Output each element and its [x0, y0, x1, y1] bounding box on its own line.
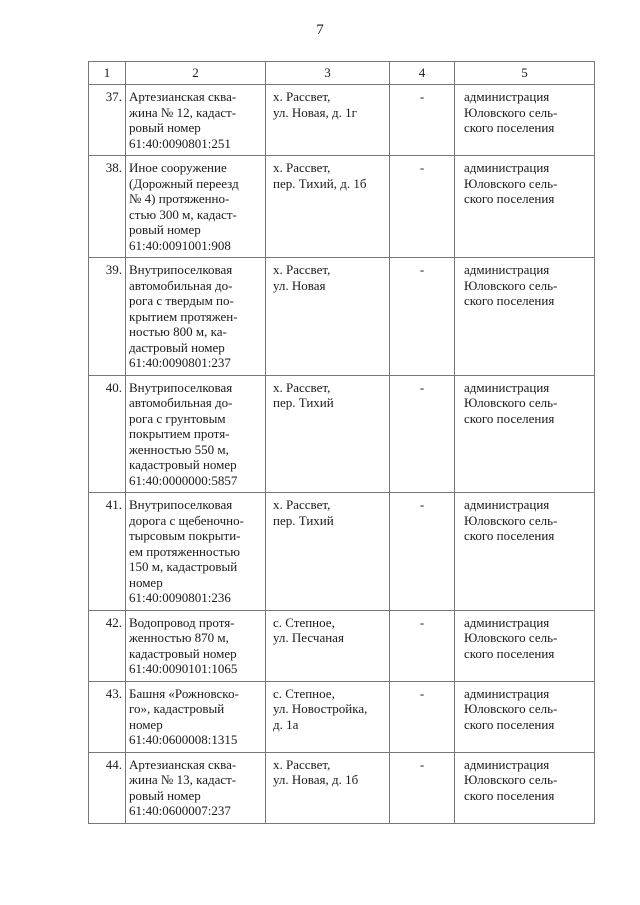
column-4-value: - — [390, 681, 455, 752]
column-header-2: 2 — [126, 62, 266, 85]
owner-line: администрация — [464, 497, 550, 512]
object-name-line: крытием протяжен- — [129, 308, 238, 324]
row-number: 37. — [89, 85, 126, 156]
owner-line: Юловского сель- — [464, 772, 558, 787]
table-row — [89, 752, 595, 823]
object-name-cell — [126, 258, 266, 376]
object-name-line: 61:40:0600008:1315 — [129, 732, 238, 747]
object-name-line: (Дорожный переезд — [129, 175, 239, 191]
owner-line: ского поселения — [464, 716, 555, 732]
owner-line: Юловского сель- — [464, 175, 558, 191]
object-name-cell — [126, 752, 266, 823]
column-4-value: - — [390, 752, 455, 823]
address-cell — [266, 375, 390, 493]
table-row — [89, 610, 595, 681]
object-name-line: жина № 13, кадаст- — [129, 772, 237, 787]
object-name-line: рога с твердым по- — [129, 293, 234, 308]
object-name-line: кадастровый номер — [129, 645, 237, 661]
object-name-line: № 4) протяженно- — [129, 191, 230, 206]
owner-line: ского поселения — [464, 787, 555, 803]
owner-line: администрация — [464, 262, 550, 277]
object-name-line: 150 м, кадастровый — [129, 559, 238, 574]
row-number: 43. — [89, 681, 126, 752]
address-cell — [266, 258, 390, 376]
address-line: пер. Тихий — [273, 512, 334, 528]
column-4-value: - — [390, 493, 455, 611]
object-name-line: Иное сооружение — [129, 160, 227, 175]
address-cell — [266, 85, 390, 156]
owner-line: Юловского сель- — [464, 395, 558, 410]
owner-line: Юловского сель- — [464, 630, 558, 645]
address-line: ул. Новая, д. 1г — [273, 104, 357, 120]
object-name-line: ностью 800 м, ка- — [129, 324, 227, 339]
address-cell — [266, 610, 390, 681]
address-line: с. Степное, — [273, 685, 335, 701]
property-table — [88, 61, 595, 824]
object-name-line: Артезианская сква- — [129, 89, 237, 104]
owner-line: Юловского сель- — [464, 512, 558, 528]
row-number: 41. — [89, 493, 126, 611]
address-cell — [266, 681, 390, 752]
object-name-line: рога с грунтовым — [129, 410, 226, 426]
address-line: д. 1а — [273, 716, 299, 732]
object-name-line: тырсовым покрыти- — [129, 528, 241, 543]
table-row — [89, 681, 595, 752]
address-line: х. Рассвет, — [273, 160, 331, 175]
row-number: 40. — [89, 375, 126, 493]
address-line: х. Рассвет, — [273, 497, 331, 512]
object-name-line: 61:40:0000000:5857 — [129, 472, 238, 488]
owner-line: Юловского сель- — [464, 277, 558, 293]
object-name-line: го», кадастровый — [129, 701, 225, 716]
address-line: ул. Новостройка, — [273, 701, 368, 716]
row-number: 39. — [89, 258, 126, 376]
object-name-line: автомобильная до- — [129, 395, 233, 410]
object-name-line: женностью 550 м, — [129, 441, 229, 457]
address-line: ул. Новая — [273, 277, 326, 293]
object-name-line: 61:40:0090101:1065 — [129, 661, 238, 676]
address-cell — [266, 493, 390, 611]
object-name-line: ровый номер — [129, 787, 201, 803]
column-4-value: - — [390, 85, 455, 156]
column-header-5: 5 — [455, 62, 595, 85]
address-line: с. Степное, — [273, 614, 335, 630]
owner-cell — [455, 85, 595, 156]
object-name-line: 61:40:0090801:236 — [129, 590, 231, 605]
column-header-4: 4 — [390, 62, 455, 85]
table-row — [89, 85, 595, 156]
column-4-value: - — [390, 156, 455, 258]
owner-cell — [455, 681, 595, 752]
object-name-cell — [126, 375, 266, 493]
owner-cell — [455, 752, 595, 823]
object-name-line: женностью 870 м, — [129, 630, 229, 645]
object-name-line: ем протяженностью — [129, 543, 240, 559]
object-name-line: кадастровый номер — [129, 457, 237, 472]
owner-cell — [455, 610, 595, 681]
owner-line: ского поселения — [464, 293, 555, 308]
object-name-line: дорога с щебеночно- — [129, 512, 244, 528]
address-line: х. Рассвет, — [273, 756, 331, 772]
page-number: 7 — [316, 22, 324, 38]
owner-cell — [455, 493, 595, 611]
column-4-value: - — [390, 610, 455, 681]
object-name-line: Внутрипоселковая — [129, 262, 233, 277]
table-row — [89, 156, 595, 258]
object-name-line: 61:40:0091001:908 — [129, 237, 231, 253]
object-name-line: 61:40:0600007:237 — [129, 803, 231, 818]
address-cell — [266, 156, 390, 258]
object-name-line: жина № 12, кадаст- — [129, 104, 237, 120]
object-name-line: Водопровод протя- — [129, 614, 235, 630]
column-4-value: - — [390, 258, 455, 376]
owner-cell — [455, 156, 595, 258]
owner-cell — [455, 375, 595, 493]
object-name-line: ровый номер — [129, 120, 201, 135]
object-name-line: стью 300 м, кадаст- — [129, 206, 237, 222]
row-number: 38. — [89, 156, 126, 258]
object-name-cell — [126, 610, 266, 681]
object-name-line: ровый номер — [129, 222, 201, 237]
owner-line: администрация — [464, 685, 550, 701]
owner-line: администрация — [464, 614, 550, 630]
address-line: пер. Тихий — [273, 395, 334, 410]
object-name-line: 61:40:0090801:251 — [129, 135, 231, 151]
owner-line: администрация — [464, 89, 550, 104]
object-name-line: 61:40:0090801:237 — [129, 355, 231, 370]
address-line: пер. Тихий, д. 1б — [273, 175, 367, 191]
row-number: 42. — [89, 610, 126, 681]
object-name-line: покрытием протя- — [129, 426, 230, 441]
object-name-cell — [126, 85, 266, 156]
object-name-cell — [126, 681, 266, 752]
object-name-line: Внутрипоселковая — [129, 379, 233, 395]
address-line: ул. Песчаная — [273, 630, 344, 645]
object-name-line: Артезианская сква- — [129, 756, 237, 772]
address-line: х. Рассвет, — [273, 379, 331, 395]
owner-line: администрация — [464, 160, 550, 175]
row-number: 44. — [89, 752, 126, 823]
owner-line: ского поселения — [464, 410, 555, 426]
owner-line: Юловского сель- — [464, 104, 558, 120]
table-row — [89, 493, 595, 611]
owner-line: ского поселения — [464, 528, 555, 543]
object-name-line: номер — [129, 574, 163, 590]
column-4-value: - — [390, 375, 455, 493]
header-row — [89, 62, 595, 85]
owner-line: ского поселения — [464, 191, 555, 206]
address-cell — [266, 752, 390, 823]
object-name-line: автомобильная до- — [129, 277, 233, 293]
owner-cell — [455, 258, 595, 376]
object-name-line: номер — [129, 716, 163, 732]
address-line: х. Рассвет, — [273, 262, 331, 277]
owner-line: администрация — [464, 379, 550, 395]
object-name-line: дастровый номер — [129, 339, 225, 355]
owner-line: ского поселения — [464, 645, 555, 661]
object-name-cell — [126, 156, 266, 258]
column-header-3: 3 — [266, 62, 390, 85]
object-name-line: Башня «Рожновско- — [129, 685, 239, 701]
table-row — [89, 258, 595, 376]
owner-line: администрация — [464, 756, 550, 772]
address-line: ул. Новая, д. 1б — [273, 772, 359, 787]
object-name-cell — [126, 493, 266, 611]
owner-line: Юловского сель- — [464, 701, 558, 716]
table-row — [89, 375, 595, 493]
address-line: х. Рассвет, — [273, 89, 331, 104]
owner-line: ского поселения — [464, 120, 555, 135]
column-header-1: 1 — [89, 62, 126, 85]
object-name-line: Внутрипоселковая — [129, 497, 233, 512]
